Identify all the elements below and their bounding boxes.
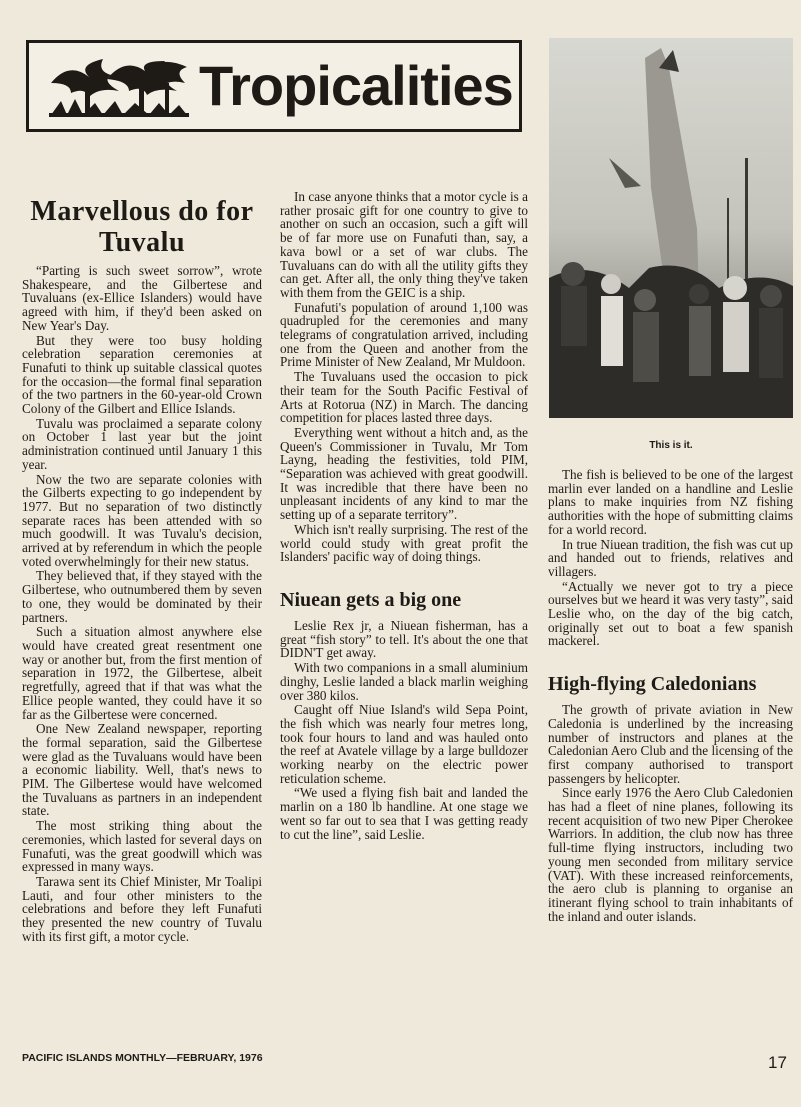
paragraph: Now the two are separate colonies with the Gilberts expecting to go independent by 1977. But no separation of two distinctly separate races has been attended with so much goodwill. It was Tuvalu's decision, arrived at by referendum in which the people voted overwhelmingly for their new status.: [22, 471, 262, 569]
masthead: [26, 40, 522, 132]
paragraph: Which isn't really surprising. The rest of the world could study with great profit the Islanders' pacific way of doing things.: [280, 521, 528, 565]
paragraph: The most striking thing about the ceremonies, which lasted for several days on Funafuti, was the great goodwill which was expressed in many ways.: [22, 818, 262, 875]
paragraph: “Actually we never got to try a piece ourselves but we heard it was very tasty”, said Leslie who, on the day of the big catch, originally set out to boat a few spanish mackerel.: [548, 578, 793, 649]
paragraph: Everything went without a hitch and, as the Queen's Commissioner in Tuvalu, Mr Tom Layng, heading the festivities, told PIM, “Separation was achieved with great goodwill. It was incredible that there have been no unpleasant incidents of any kind to mar the setting up of a separate territory”.: [280, 424, 528, 523]
paragraph: Since early 1976 the Aero Club Caledonien has had a fleet of nine planes, following its recent acquisition of two new Piper Cherokee Warriors. In addition, the club now has three full-time flying instructors, including two young men seconded from military service (VAT). With these increased reinforcements, the aero club is planning to organise an itinerant flying school to train inhabitants of the inland and outer islands.: [548, 785, 793, 924]
paragraph: One New Zealand newspaper, reporting the formal separation, said the Gilbertese were glad as the Tuvaluans would have been a economic liability. Well, that's news to PIM. The Gilbertese would have welcomed the Tuvaluans as partners in an independent state.: [22, 721, 262, 819]
photo-marlin-catch: [549, 38, 793, 418]
paragraph: The fish is believed to be one of the largest marlin ever landed on a handline and Leslie plans to make inquiries from NZ fishing authorities with the hope of submitting claims for a world record.: [548, 467, 793, 537]
headline-niuean: Niuean gets a big one: [280, 588, 462, 611]
paragraph: The Tuvaluans used the occasion to pick their team for the South Pacific Festival of Arts at Rotorua (NZ) in March. The dancing competition for places lasted three days.: [280, 369, 528, 426]
column-1: [22, 196, 262, 944]
paragraph: Tarawa sent its Chief Minister, Mr Toalipi Lauti, and four other ministers to the celebrations and before they left Funafuti they presented the new country of Tuvalu with its first gift, a motor cycle.: [22, 873, 262, 944]
paragraph: Funafuti's population of around 1,100 was quadrupled for the ceremonies and many telegrams of congratulation arrived, including one from the Queen and another from the Prime Minister of New Zealand, Mr Muldoon.: [280, 299, 528, 370]
paragraph: “We used a flying fish bait and landed the marlin on a 180 lb handline. At one stage we went so far out to sea that I was getting ready to cut the line”, said Leslie.: [280, 785, 528, 842]
paragraph: Caught off Niue Island's wild Sepa Point, the fish which was nearly four metres long, took four hours to land and was hauled onto the reef at Avatele village by a large bulldozer working nearby on the electric power reticulation scheme.: [280, 702, 528, 786]
page-number: 17: [768, 1053, 787, 1072]
paragraph: Leslie Rex jr, a Niuean fisherman, has a great “fish story” to tell. It's about the one that DIDN'T get away.: [280, 617, 528, 661]
photo-caption: This is it.: [649, 440, 693, 451]
paragraph: Tuvalu was proclaimed a separate colony on October 1 last year but the joint administration continued until January 1 this year.: [22, 415, 262, 472]
paragraph: Such a situation almost anywhere else would have created great resentment one way or another but, from the first mention of separation in 1972, the Gilbertese, albeit regretfully, agreed that if that was what the Ellice people wanted, they could have it so far as the Gilbertese were concerned.: [22, 624, 262, 722]
paragraph: In case anyone thinks that a motor cycle is a rather prosaic gift for one country to give to another on such an occasion, such a gift will be of far more use on Funafuti than, say, a kava bowl or a set of war clubs. The Tuvaluans can do with all the utility gifts they can get. After all, the only thing they've taken with them from the GEIC is a ship.: [280, 189, 528, 300]
paragraph: But they were too busy holding celebration separation ceremonies at Funafuti to think up suitable classical quotes for the occasion—the formal final separation of the two partners in the 60-year-old Crown Colony of the Gilbert and Ellice Islands.: [22, 332, 262, 417]
headline-caledonians: High-flying Caledonians: [548, 673, 757, 696]
publication-footer: PACIFIC ISLANDS MONTHLY—FEBRUARY, 1976: [22, 1052, 263, 1064]
paragraph: “Parting is such sweet sorrow”, wrote Shakespeare, and the Gilbertese and Tuvaluans (ex-Ellice Islanders) would have agreed with him, if they'd been asked on New Year's Day.: [22, 263, 262, 333]
palm-trees-icon: [49, 53, 189, 121]
column-2: [280, 190, 528, 842]
section-title: Tropicalities: [199, 54, 513, 117]
paragraph: In true Niuean tradition, the fish was cut up and handed out to friends, relatives and villagers.: [548, 536, 793, 579]
column-3: [548, 468, 793, 924]
paragraph: The growth of private aviation in New Caledonia is underlined by the increasing number of instructors and planes at the Caledonian Aero Club and the licensing of the first company authorised to transport passengers by helicopter.: [548, 702, 793, 786]
paragraph: They believed that, if they stayed with the Gilbertese, who outnumbered them by seven to one, they would be dominated by their partners.: [22, 568, 262, 625]
headline-tuvalu: Marvellous do for Tuvalu: [30, 196, 254, 258]
paragraph: With two companions in a small aluminium dinghy, Leslie landed a black marlin weighing over 380 kilos.: [280, 660, 528, 703]
